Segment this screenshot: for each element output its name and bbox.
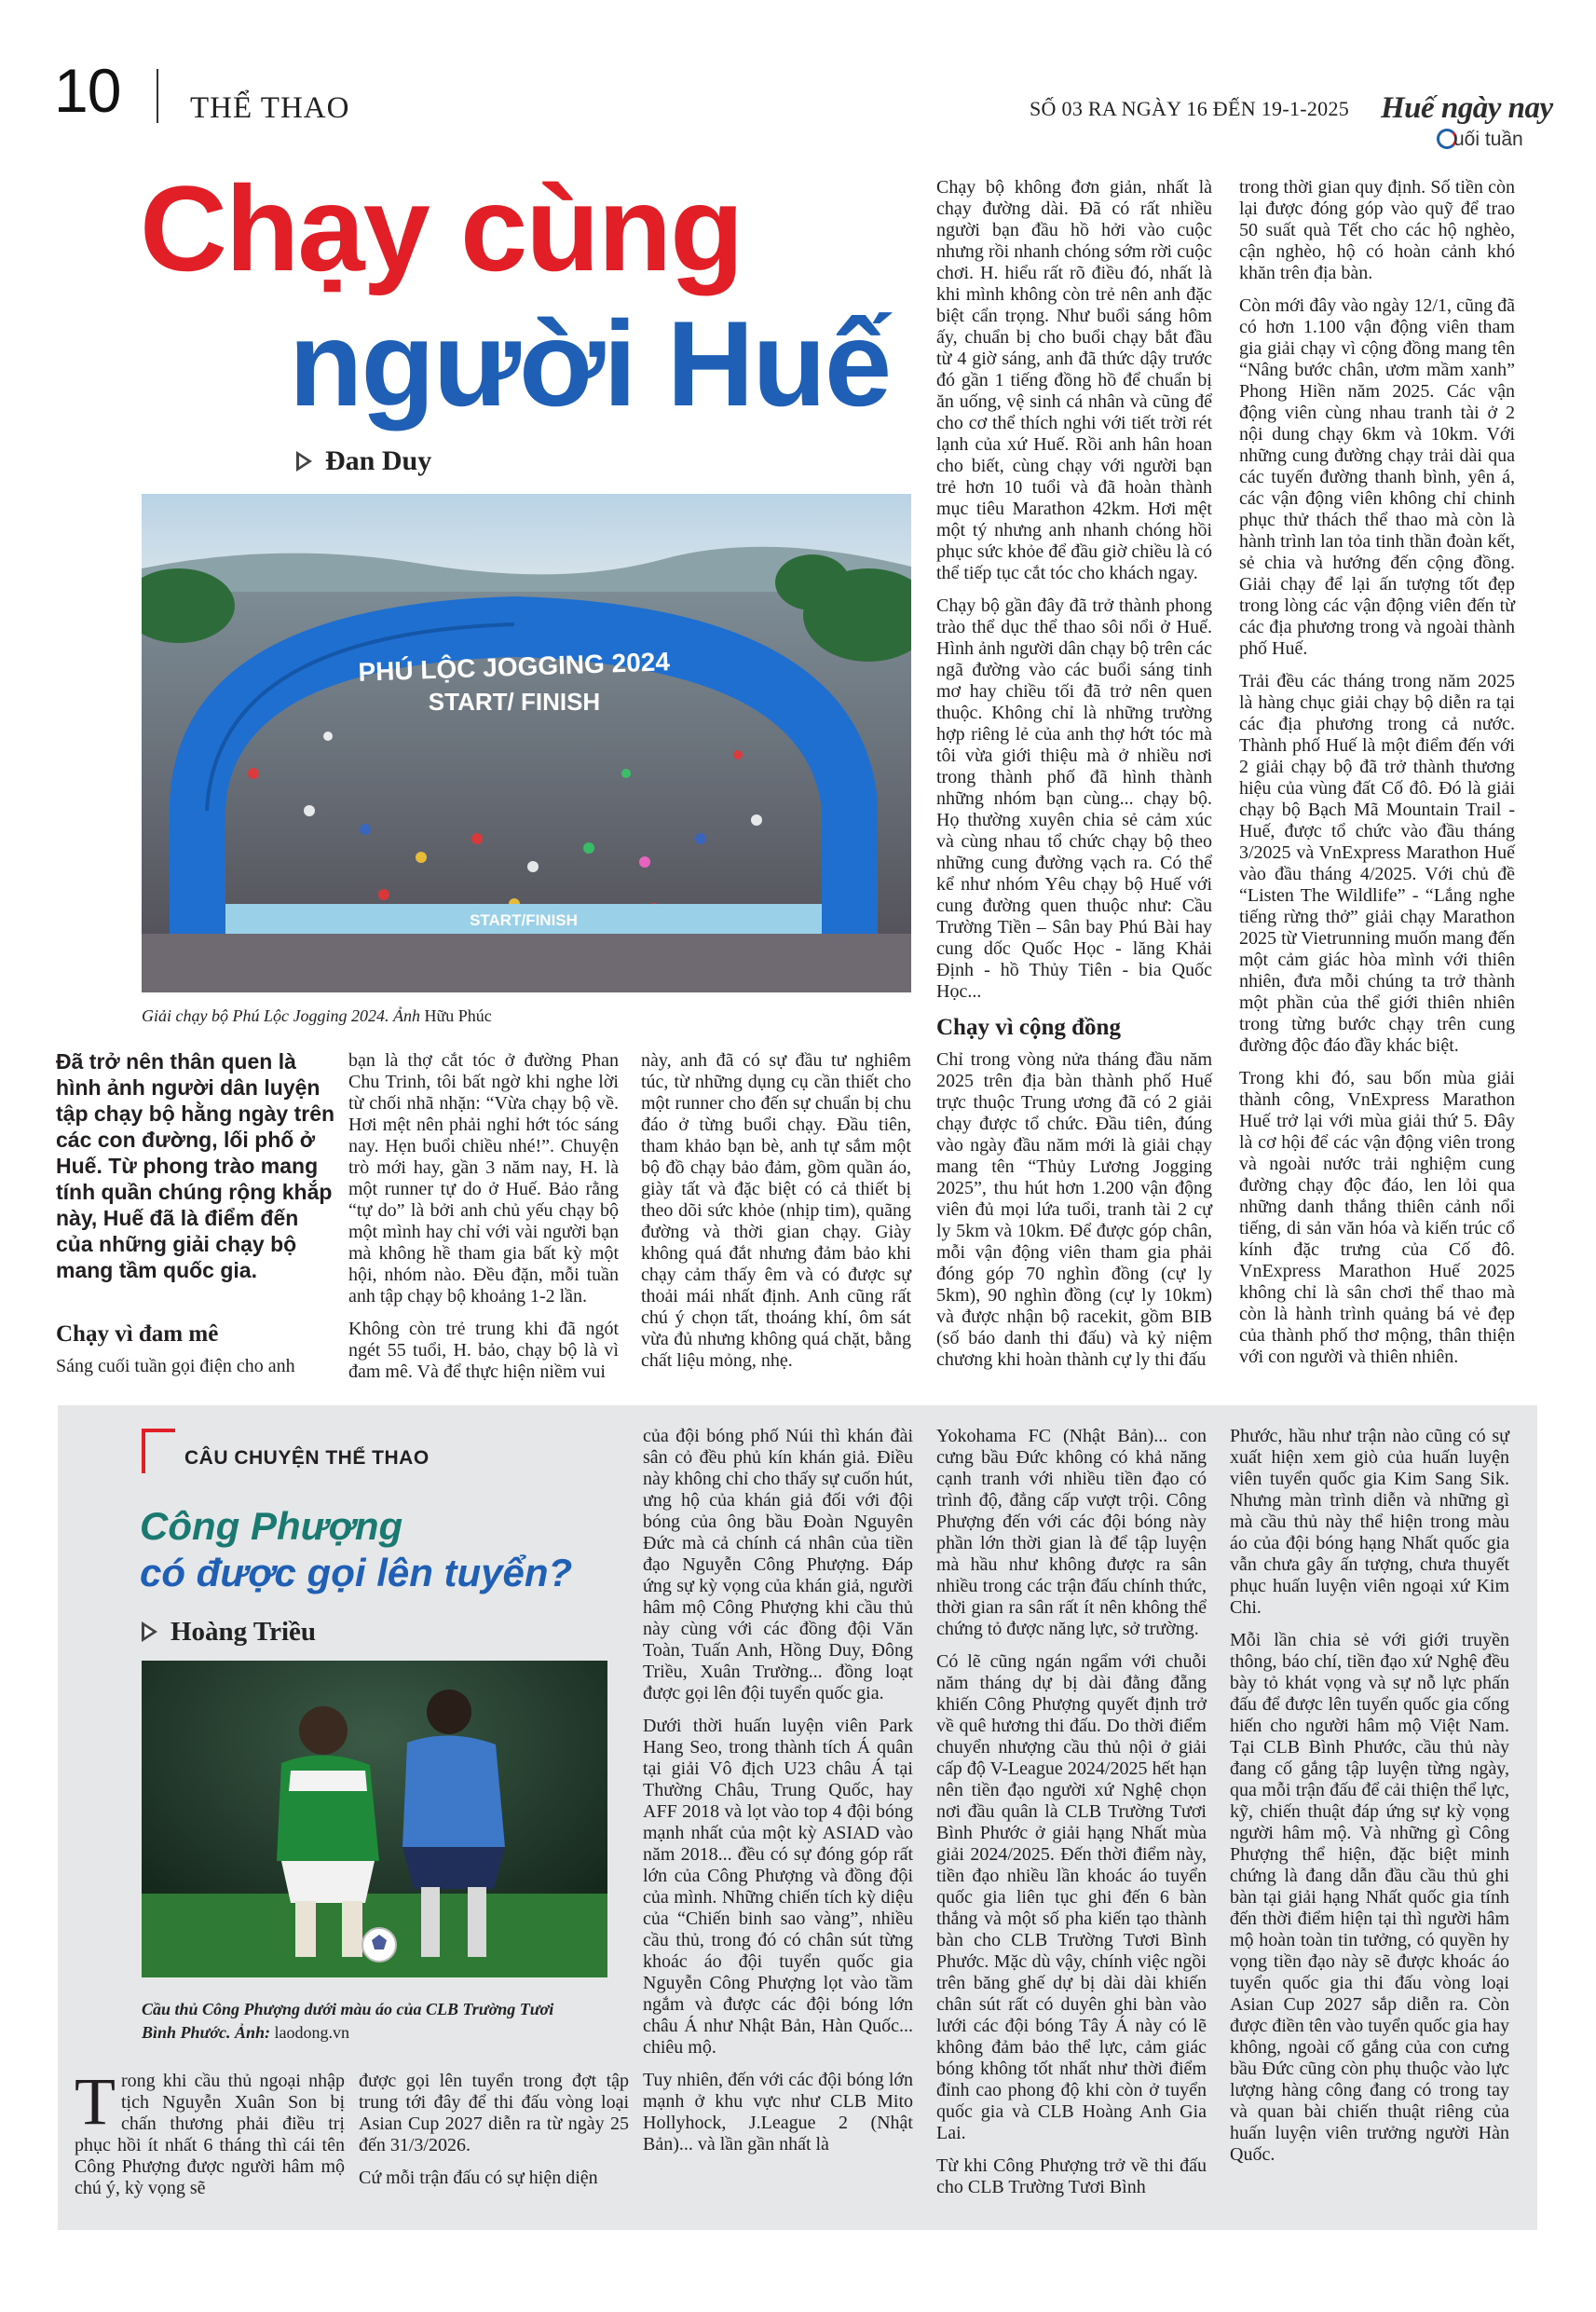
page-number: 10 (54, 56, 121, 125)
paragraph: Tuy nhiên, đến với các đội bóng lớn mạnh ở khu vực như CLB Mito Hollyhock, J.League 2 (Nhật Bản)... và lần gần nhất là (643, 2070, 913, 2155)
paragraph: Chỉ trong vòng nửa tháng đầu năm 2025 trên địa bàn thành phố Huế trực thuộc Trung ương đã có 2 giải chạy được tổ chức. Đầu tiên, đúng vào ngày đầu năm mới là giải chạy mang tên “Thủy Lương Jogging 2025”, thu hút hơn 1.200 vận động viên đủ mọi lứa tuổi, tranh tài 2 cự ly 5km và 10km. Để được góp chân, mỗi vận động viên tham gia phải đóng góp 70 nghìn đồng (cự ly 5km), 90 nghìn đồng (cự ly 10km) và được nhận bộ racekit, gồm BIB (số báo danh thi đấu) và kỷ niệm chương khi hoàn thành cự ly thi đấu (936, 1049, 1212, 1370)
sidebar-title-line1: Công Phượng (140, 1504, 403, 1548)
paragraph: Cứ mỗi trận đấu có sự hiện diện (359, 2168, 598, 2188)
kicker-bracket (142, 1429, 175, 1464)
article-byline: Đan Duy (296, 445, 431, 477)
kicker-bracket-side (142, 1429, 145, 1473)
paragraph: được gọi lên tuyển trong đợt tập trung tới đây để thi đấu vòng loại Asian Cup 2027 diễn ra từ ngày 25 đến 31/3/2026. (359, 2071, 629, 2155)
article-column-2 (348, 1050, 619, 1394)
sidebar-kicker: CÂU CHUYỆN THỂ THAO (184, 1447, 430, 1469)
section-name: THỂ THAO (190, 91, 350, 125)
article-title-line2: người Huế (289, 295, 891, 431)
sidebar-column-2 (359, 2071, 629, 2200)
article-title-line1: Chạy cùng (140, 160, 743, 296)
banner-text: START/FINISH (470, 911, 578, 929)
publication-logo-sub: uối tuần (1437, 129, 1523, 151)
sidebar-column-3 (643, 1426, 913, 2167)
sidebar-column-1 (75, 2064, 345, 2210)
football-illustration (142, 1661, 607, 1977)
play-triangle-icon (296, 451, 312, 472)
arch-subtitle: START/ FINISH (428, 688, 601, 716)
paragraph: bạn là thợ cắt tóc ở đường Phan Chu Trinh, tôi bất ngờ khi nghe lời từ chối nhã nhặn: “Vừa chạy bộ về. Hơi mệt nên phải nghỉ hớt tóc sáng nay. Hẹn buổi chiều nhé!”. Chuyện trò mới hay, gần 3 năm nay, H. là một runner tự do ở Huế. Bảo rằng “tự do” là bởi anh chủ yếu chạy bộ một mình hay chỉ với vài người bạn mà không hề tham gia bất kỳ một hội, nhóm nào. Đều đặn, mỗi tuần anh tập chạy bộ khoảng 1-2 lần. (348, 1050, 619, 1306)
paragraph: Phước, hầu như trận nào cũng có sự xuất hiện xem giò của huấn luyện viên tuyển quốc gia Kim Sang Sik. Nhưng màn trình diễn và những gì mà cầu thủ này thể hiện trong màu áo của đội bóng hạng Nhất quốc gia vẫn chưa gây ấn tượng, chưa thuyết phục huấn luyện viên ngoại xứ Kim Chi. (1230, 1426, 1509, 1618)
sidebar-photo-caption: Cầu thủ Công Phượng dưới màu áo của CLB Trường Tươi Bình Phước. Ảnh: laodong.vn (142, 2000, 554, 2042)
paragraph: của đội bóng phố Núi thì khán đài sân cỏ đều phủ kín khán giả. Điều này không chỉ cho thấy sự cuốn hút, ưng hộ của khán giả đối với đội bóng của ông bầu Đoàn Nguyên Đức mà cả chính cá nhân của tiền đạo Nguyễn Công Phượng. Đáp ứng sự kỳ vọng của khán giả, người hâm mộ Công Phượng khi cầu thủ này cùng với các đồng đội Văn Toàn, Tuấn Anh, Hồng Duy, Đông Triều, Xuân Trường... đồng loạt được gọi lên đội tuyển quốc gia. (643, 1426, 913, 1703)
play-triangle-icon (142, 1621, 157, 1642)
publication-logo: Huế ngày nay (1381, 91, 1553, 125)
subhead-passion: Chạy vì đam mê (56, 1321, 219, 1347)
paragraph: Mỗi lần chia sẻ với giới truyền thông, báo chí, tiền đạo xứ Nghệ đều bày tỏ khát vọng và sự nỗ lực phấn đấu để được lên tuyển quốc gia cống hiến cho người hâm mộ Việt Nam. Tại CLB Bình Phước, cầu thủ này đang cố gắng tập luyện từng ngày, qua mỗi trận đấu để cải thiện thể lực, kỹ, chiến thuật đáp ứng sự kỳ vọng người hâm mộ. Và những gì Công Phượng thể hiện, đặc biệt minh chứng là đang dẫn đầu cầu thủ ghi bàn tại giải hạng Nhất quốc gia tính đến thời điểm hiện tại thì người hâm mộ hoàn toàn tin tưởng, có quyền hy vọng tiền đạo này sẽ được khoác áo tuyển quốc gia thi đấu vòng loại Asian Cup 2027 sắp diễn ra. Còn được điền tên vào tuyển quốc gia hay không, ngoài cố gắng của con cưng bầu Đức cũng còn phụ thuộc vào lực lượng hàng công đang có trong tay và quan bài chiến thuật riêng của huấn luyện viên trưởng người Hàn Quốc. (1230, 1630, 1509, 2165)
article-column-3 (641, 1050, 911, 1383)
paragraph: Dưới thời huấn luyện viên Park Hang Seo, trong thành tích Á quân tại giải Vô địch U23 châu Á tại Thường Châu, Trung Quốc, hay AFF 2018 và lọt vào top 4 đội bóng mạnh nhất của một kỳ ASIAD vào năm 2018... đều có sự đóng góp rất lớn của Công Phượng và đồng đội của mình. Những chiến tích kỳ diệu của “Chiến binh sao vàng”, nhiều cầu thủ, trong đó có chân sút từng khoác áo đội tuyển quốc gia Nguyễn Công Phượng lọt vào tầm ngắm và được các đội bóng lớn châu Á như Nhật Bản, Hàn Quốc... chiêu mộ. (643, 1716, 913, 2058)
paragraph: Trong khi cầu thủ ngoại nhập tịch Nguyễn Xuân Son bị chấn thương phải điều trị phục hồi ít nhất 6 tháng thì cái tên Công Phượng được người hâm mộ chú ý, kỳ vọng sẽ (75, 2064, 345, 2198)
paragraph: Trải đều các tháng trong năm 2025 là hàng chục giải chạy bộ diễn ra tại các địa phương trong cả nước. Thành phố Huế là một điểm đến với 2 giải chạy bộ đã trở thành thương hiệu của vùng đất Cố đô. Đó là giải chạy bộ Bạch Mã Mountain Trail - Huế, được tổ chức vào đầu tháng 3/2025 và VnExpress Marathon Huế vào đầu tháng 4/2025. Với chủ đề “Listen The Wildlife” - “Lắng nghe tiếng rừng thở” giải chạy Marathon 2025 từ Vietrunning muốn mang đến một cảm giác hòa mình với thiên nhiên, đưa mỗi chúng ta trở thành một phần của thể giới thiên nhiên trong từng bước chạy trên cung đường độc đáo đầy khác biệt. (1239, 671, 1515, 1056)
paragraph: Trong khi đó, sau bốn mùa giải thành công, VnExpress Marathon Huế trở lại với mùa giải thứ 5. Đây là cơ hội để các vận động viên trong và ngoài nước trải nghiệm cung đường chạy độc đáo, len lỏi qua những danh thắng thiên cảnh nổi tiếng, di sản văn hóa và kiến trúc cổ kính đặc trưng của Cố đô. VnExpress Marathon Huế 2025 không chỉ là sân chơi thể thao mà còn là hành trình quảng bá vẻ đẹp của thành phố thơ mộng, thân thiện với con người và thiên nhiên. (1239, 1068, 1515, 1367)
subhead-community: Chạy vì cộng đồng (936, 1015, 1121, 1040)
paragraph: trong thời gian quy định. Số tiền còn lại được đóng góp vào quỹ để trao 50 suất quà Tết cho các hộ nghèo, cận nghèo, hộ có hoàn cảnh khó khăn trên địa bàn. (1239, 177, 1515, 283)
paragraph: Yokohama FC (Nhật Bản)... con cưng bầu Đức không có khả năng cạnh tranh với nhiều tiền đạo có trình độ, đẳng cấp vượt trội. Công Phượng đến với các đội bóng này phần lớn thời gian là để tập luyện mà hầu như không được ra sân nhiều trong các trận đấu chính thức, thời gian ra sân rất ít nên không thể chứng tỏ được năng lực, sở trường. (936, 1426, 1207, 1639)
sidebar-photo (142, 1661, 607, 1977)
article-photo (142, 494, 911, 992)
article-column-4 (936, 177, 1212, 1382)
paragraph: Chạy bộ không đơn giản, nhất là chạy đường dài. Đã có rất nhiều người bạn đầu hồ hởi vào cuộc nhưng rồi nhanh chóng sớm rời cuộc chơi. H. hiểu rất rõ điều đó, nhất là khi mình không còn trẻ nên anh đặc biệt cẩn trọng. Như buổi sáng hôm ấy, chuẩn bị cho buổi chạy bắt đầu từ 4 giờ sáng, anh đã thức dậy trước đó gần 1 tiếng đồng hồ để chuẩn bị ăn uống, vệ sinh cá nhân và cũng để cho cơ thể thích nghi với tiết trời rét lạnh của xứ Huế. Rồi anh hân hoan cho biết, cùng chạy với người bạn trẻ hơn 10 tuổi và đã hoàn thành mục tiêu Marathon 42km. Hơi mệt một tý nhưng anh nhanh chóng hồi phục sức khỏe để đầu giờ chiều là có thể tiếp tục cắt tóc cho khách ngay. (936, 177, 1212, 583)
race-start-illustration (142, 494, 911, 992)
sidebar-title-line2: có được gọi lên tuyển? (140, 1551, 573, 1594)
article-lead: Đã trở nên thân quen là hình ảnh người dân luyện tập chạy bộ hằng ngày trên các con đường, lối phố ở Huế. Từ phong trào mang tính quần chúng rộng khắp này, Huế đã là điểm đến của những giải chạy bộ mang tầm quốc gia. (56, 1049, 335, 1282)
arch-title: PHÚ LỘC JOGGING 2024 (357, 647, 671, 687)
drop-cap: T (75, 2064, 116, 2139)
article-photo-caption: Giải chạy bộ Phú Lộc Jogging 2024. Ảnh Hữu Phúc (142, 1006, 492, 1025)
header-divider (157, 69, 158, 123)
issue-info: SỐ 03 RA NGÀY 16 ĐẾN 19-1-2025 (1030, 97, 1350, 120)
article-column-5 (1239, 177, 1515, 1379)
paragraph: Có lẽ cũng ngán ngẩm với chuỗi năm tháng dự bị dài đằng đẵng khiến Công Phượng quyết định trở về quê hương thi đấu. Do thời điểm chuyển nhượng cầu thủ nội ở giải cấp độ V-League 2024/2025 hết hạn nên tiền đạo người xứ Nghệ chọn nơi đầu quân là CLB Trường Tươi Bình Phước ở giải hạng Nhất mùa giải 2024/2025. Đến thời điểm này, tiền đạo nhiều lần khoác áo tuyển quốc gia liên tục ghi đến 6 bàn thắng và một số pha kiến tạo thành bàn cho CLB Trường Tươi Bình Phước. Mặc dù vậy, chính việc ngồi trên băng ghế dự bị dài dài khiến chân sút rất có duyên ghi bàn vào lưới các đội bóng Tây Á này có lẽ không đảm bảo thể lực, cảm giác bóng không tốt nhất như thời điểm đỉnh cao phong độ khi còn ở tuyển quốc gia và CLB Hoàng Anh Gia Lai. (936, 1651, 1207, 2143)
paragraph: Chạy bộ gần đây đã trở thành phong trào thể dục thể thao sôi nổi ở Huế. Hình ảnh người dân chạy bộ trên các ngã đường vào các buổi sáng tinh mơ hay chiều tối đã trở nên quen thuộc. Không chỉ là những trường hợp riêng lẻ của anh thợ hớt tóc mà tôi vừa giới thiệu mà ở nhiều nơi trong thành phố đã hình thành những nhóm bạn cùng... chạy bộ. Họ thường xuyên chia sẻ cảm xúc và cùng nhau tổ chức chạy bộ theo những cung đường vạch ra. Có thể kể như nhóm Yêu chạy bộ Huế với cung đường quen thuộc như: Cầu Trường Tiền – Sân bay Phú Bài hay cung dốc Quốc Học - lăng Khải Định - hồ Thủy Tiên - bia Quốc Học... (936, 595, 1212, 1002)
paragraph: Không còn trẻ trung khi đã ngót ngét 55 tuổi, H. bảo, chạy bộ là vì đam mê. Và để thực hiện niềm vui (348, 1319, 619, 1382)
paragraph: Từ khi Công Phượng trở về thi đấu cho CLB Trường Tươi Bình (936, 2155, 1207, 2197)
article-column-1 (56, 1048, 335, 1389)
paragraph: này, anh đã có sự đầu tư nghiêm túc, từ những dụng cụ cần thiết cho một runner cho đến sự chuẩn bị chu đáo ở từng buổi chạy. Đầu tiên, tham khảo bạn bè, anh tự sắm một bộ đồ chạy bảo đảm, gồm quần áo, giày tất và đặc biệt có cả thiết bị theo dõi sức khỏe (nhịp tim), quãng đường và thời gian chạy. Giày không quá đắt nhưng đảm bảo khi chạy cảm thấy êm và có được sự thoải mái nhất định. Anh cũng rất chú ý chọn tất, thoáng khí, ôm sát vừa đủ nhưng không quá chặt, bằng chất liệu mỏng, nhẹ. (641, 1050, 911, 1371)
paragraph: Sáng cuối tuần gọi điện cho anh (56, 1356, 295, 1376)
paragraph: Còn mới đây vào ngày 12/1, cũng đã có hơn 1.100 vận động viên tham gia giải chạy vì cộng đồng mang tên “Nâng bước chân, ươm mầm xanh” Phong Hiền năm 2025. Các vận động viên cùng nhau tranh tài ở 2 nội dung chạy 6km và 10km. Với những cung đường chạy trải dài qua các tuyến đường thanh bình, yên á, các vận động viên không chỉ chinh phục thử thách thể thao mà còn là hành trình lan tỏa tinh thần đoàn kết, sẻ chia và hướng đến cộng đồng. Giải chạy để lại ấn tượng tốt đẹp trong lòng các vận động viên đến từ các địa phương trong và ngoài thành phố Huế. (1239, 295, 1515, 659)
sidebar-byline: Hoàng Triều (142, 1617, 316, 1648)
sidebar-column-5 (1230, 1426, 1509, 2177)
sidebar-column-4 (936, 1426, 1207, 2209)
